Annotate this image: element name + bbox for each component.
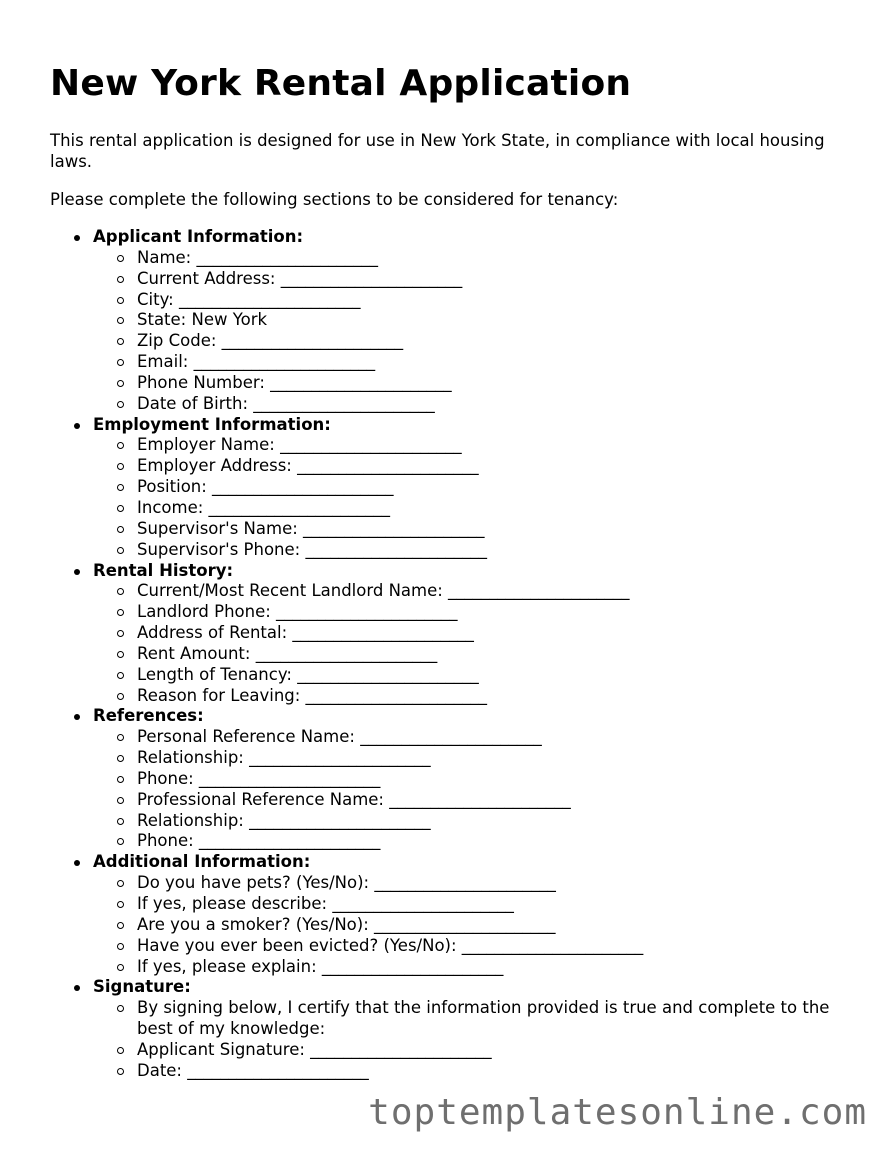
form-field-line: Rent Amount: ______________________ xyxy=(137,644,837,665)
form-field-line: Date of Birth: ______________________ xyxy=(137,394,837,415)
watermark: toptemplatesonline.com xyxy=(368,1092,867,1133)
form-field-line: Length of Tenancy: ______________________ xyxy=(137,665,837,686)
form-field-line: Employer Name: ______________________ xyxy=(137,435,837,456)
form-field-line: Relationship: ______________________ xyxy=(137,748,837,769)
form-field-line: Do you have pets? (Yes/No): ______________________ xyxy=(137,873,837,894)
form-field-line: Phone: ______________________ xyxy=(137,769,837,790)
section-heading: Employment Information: xyxy=(93,414,331,434)
form-field-line: By signing below, I certify that the information provided is true and complete to the best of my knowledge: xyxy=(137,998,837,1040)
section-item xyxy=(93,977,850,1081)
form-field-line: Phone: ______________________ xyxy=(137,831,837,852)
form-field-line: Applicant Signature: ______________________ xyxy=(137,1040,837,1061)
sections-list xyxy=(50,227,850,1082)
form-field-line: Have you ever been evicted? (Yes/No): ______________________ xyxy=(137,936,837,957)
field-list xyxy=(93,873,850,977)
form-field-line: Date: ______________________ xyxy=(137,1061,837,1082)
form-field-line: Email: ______________________ xyxy=(137,352,837,373)
section-heading: Additional Information: xyxy=(93,852,311,872)
section-heading: Rental History: xyxy=(93,560,234,580)
section-item xyxy=(93,415,850,561)
form-field-line: Name: ______________________ xyxy=(137,248,837,269)
form-field-line: Relationship: ______________________ xyxy=(137,811,837,832)
form-field-line: Current Address: ______________________ xyxy=(137,269,837,290)
form-field-line: Are you a smoker? (Yes/No): ______________________ xyxy=(137,915,837,936)
section-heading: References: xyxy=(93,706,204,726)
section-item xyxy=(93,227,850,415)
document-title: New York Rental Application xyxy=(50,63,632,104)
field-list xyxy=(93,998,850,1081)
form-field-line: Reason for Leaving: ______________________ xyxy=(137,686,837,707)
form-field-line: Income: ______________________ xyxy=(137,498,837,519)
section-heading: Signature: xyxy=(93,977,191,997)
intro-paragraph: This rental application is designed for use in New York State, in compliance with local housing laws. xyxy=(50,131,825,171)
field-list xyxy=(93,248,850,415)
section-heading: Applicant Information: xyxy=(93,227,304,246)
section-item xyxy=(93,561,850,707)
form-field-line: Address of Rental: ______________________ xyxy=(137,623,837,644)
form-field-line: Phone Number: ______________________ xyxy=(137,373,837,394)
form-field-line: Personal Reference Name: ______________________ xyxy=(137,727,837,748)
form-field-line: If yes, please explain: ______________________ xyxy=(137,957,837,978)
form-field-line: City: ______________________ xyxy=(137,290,837,311)
form-field-line: State: New York xyxy=(137,310,837,331)
section-item xyxy=(93,852,850,977)
form-field-line: Supervisor's Phone: ______________________ xyxy=(137,540,837,561)
form-field-line: Landlord Phone: ______________________ xyxy=(137,602,837,623)
instructions-paragraph: Please complete the following sections to be considered for tenancy: xyxy=(50,190,619,209)
form-field-line: Professional Reference Name: ______________________ xyxy=(137,790,837,811)
field-list xyxy=(93,435,850,560)
form-field-line: Current/Most Recent Landlord Name: ______________________ xyxy=(137,581,837,602)
form-field-line: If yes, please describe: ______________________ xyxy=(137,894,837,915)
field-list xyxy=(93,581,850,706)
section-item xyxy=(93,706,850,852)
form-field-line: Position: ______________________ xyxy=(137,477,837,498)
form-field-line: Employer Address: ______________________ xyxy=(137,456,837,477)
document-page xyxy=(50,62,850,1082)
form-field-line: Zip Code: ______________________ xyxy=(137,331,837,352)
form-field-line: Supervisor's Name: ______________________ xyxy=(137,519,837,540)
field-list xyxy=(93,727,850,852)
